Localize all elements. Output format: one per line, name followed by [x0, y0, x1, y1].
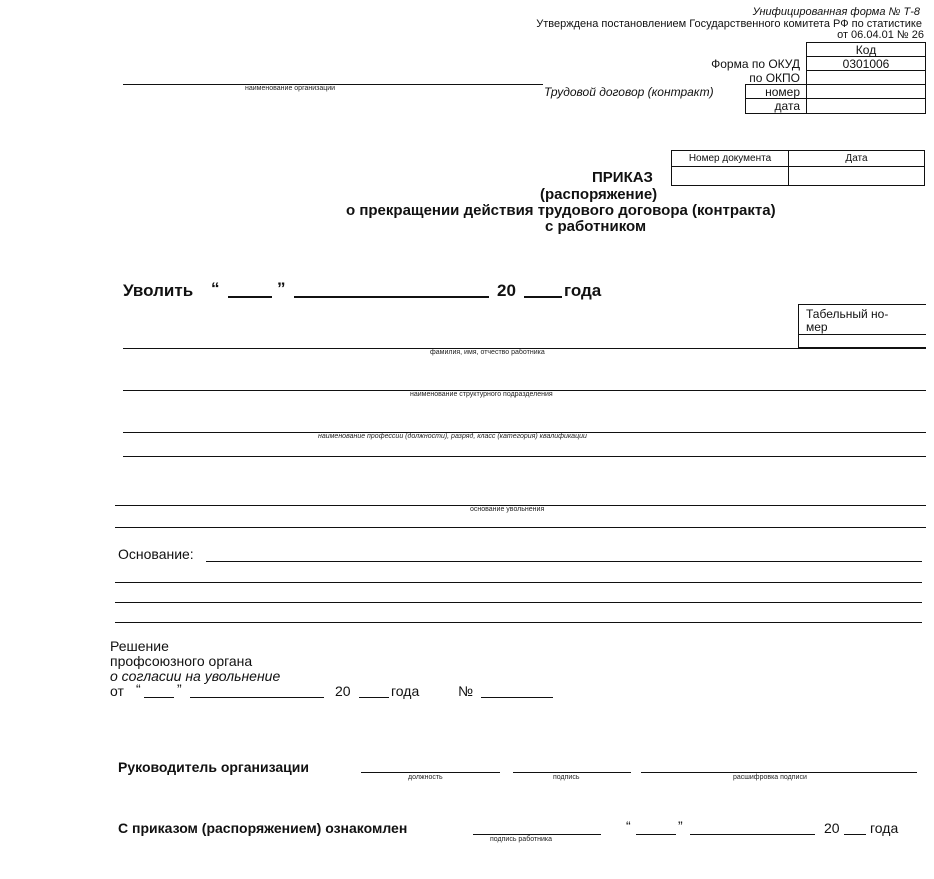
manager-decode-line[interactable]: [641, 772, 917, 773]
okud-label: Форма по ОКУД: [711, 57, 800, 71]
union-label-1: Решение: [110, 638, 169, 654]
union-close-quote: ”: [177, 681, 182, 697]
union-year-prefix: 20: [335, 683, 351, 699]
acquainted-year-prefix: 20: [824, 820, 840, 836]
acquainted-label: С приказом (распоряжением) ознакомлен: [118, 820, 408, 836]
tabel-divider: [799, 334, 926, 335]
doc-number-table: [671, 150, 925, 186]
org-name-caption: наименование организации: [245, 85, 336, 92]
dismiss-year-field[interactable]: [524, 296, 562, 298]
employee-signature-caption: подпись работника: [490, 836, 553, 843]
basis-line-3[interactable]: [115, 602, 922, 603]
employee-fio-caption: фамилия, имя, отчество работника: [430, 349, 545, 356]
dismiss-day-field[interactable]: [228, 296, 272, 298]
reason-line-2[interactable]: [115, 527, 926, 528]
doc-number-header: Номер документа: [672, 151, 789, 167]
acquainted-open-quote: “: [626, 818, 631, 834]
dismiss-label: Уволить: [123, 281, 194, 300]
union-number-field[interactable]: [481, 697, 553, 698]
manager-signature-line[interactable]: [513, 772, 631, 773]
contract-label: Трудовой договор (контракт): [544, 85, 714, 99]
code-header: Код: [807, 43, 925, 57]
tabel-number-box: [798, 304, 926, 348]
dismiss-year-prefix: 20: [497, 281, 516, 300]
contract-date-value: [807, 99, 925, 113]
acquainted-day-field[interactable]: [636, 834, 676, 835]
tabel-number-label-1: Табельный но-: [806, 307, 889, 321]
contract-number-value: [807, 85, 925, 99]
doc-date-header: Дата: [789, 151, 924, 167]
union-from-label: от: [110, 683, 124, 699]
dismiss-year-suffix: года: [564, 281, 602, 300]
acquainted-close-quote: ”: [678, 818, 683, 834]
department-caption: наименование структурного подразделения: [410, 391, 553, 398]
basis-label: Основание:: [118, 546, 194, 562]
code-box: [806, 42, 926, 114]
doc-date-value: [789, 167, 924, 185]
contract-number-label: номер: [746, 85, 806, 99]
union-number-sign: №: [458, 683, 474, 699]
contract-date-label: дата: [774, 99, 800, 113]
acquainted-year-field[interactable]: [844, 834, 866, 835]
dismiss-open-quote: “: [211, 279, 220, 298]
dismiss-close-quote: ”: [277, 279, 286, 298]
order-title: ПРИКАЗ: [592, 169, 653, 186]
dismiss-month-field[interactable]: [294, 296, 489, 298]
union-day-field[interactable]: [144, 697, 174, 698]
employee-signature-line[interactable]: [473, 834, 601, 835]
manager-decode-caption: расшифровка подписи: [733, 774, 807, 781]
reason-caption: основание увольнения: [470, 506, 545, 513]
contract-label-box: [745, 84, 807, 114]
basis-line-2[interactable]: [115, 582, 922, 583]
order-title-line2: с работником: [545, 218, 647, 235]
tabel-number-label-2: мер: [806, 320, 828, 334]
order-title-line1: о прекращении действия трудового договора (контракта): [346, 202, 776, 219]
profession-line-2[interactable]: [123, 456, 926, 457]
unified-form-label: Унифицированная форма № Т-8: [752, 6, 920, 18]
doc-number-value: [672, 167, 789, 185]
okpo-value: [807, 71, 925, 85]
approved-date: от 06.04.01 № 26: [837, 29, 924, 41]
union-label-2: профсоюзного органа: [110, 653, 253, 669]
profession-caption: наименование профессии (должности), разряд, класс (категория) квалификации: [318, 433, 587, 440]
union-year-field[interactable]: [359, 697, 389, 698]
basis-line-4[interactable]: [115, 622, 922, 623]
basis-line-1[interactable]: [206, 561, 922, 562]
union-year-suffix: года: [391, 683, 420, 699]
union-label-3: о согласии на увольнение: [110, 668, 281, 684]
union-month-field[interactable]: [190, 697, 324, 698]
manager-position-caption: должность: [408, 774, 443, 781]
acquainted-year-suffix: года: [870, 820, 899, 836]
manager-label: Руководитель организации: [118, 759, 309, 775]
order-subtitle: (распоряжение): [540, 186, 658, 203]
approved-label: Утверждена постановлением Государственного комитета РФ по статистике: [536, 18, 922, 30]
okud-value: 0301006: [807, 57, 925, 71]
acquainted-month-field[interactable]: [690, 834, 815, 835]
manager-position-line[interactable]: [361, 772, 500, 773]
okpo-label: по ОКПО: [749, 71, 800, 85]
manager-signature-caption: подпись: [553, 774, 580, 781]
union-open-quote: “: [136, 681, 141, 697]
